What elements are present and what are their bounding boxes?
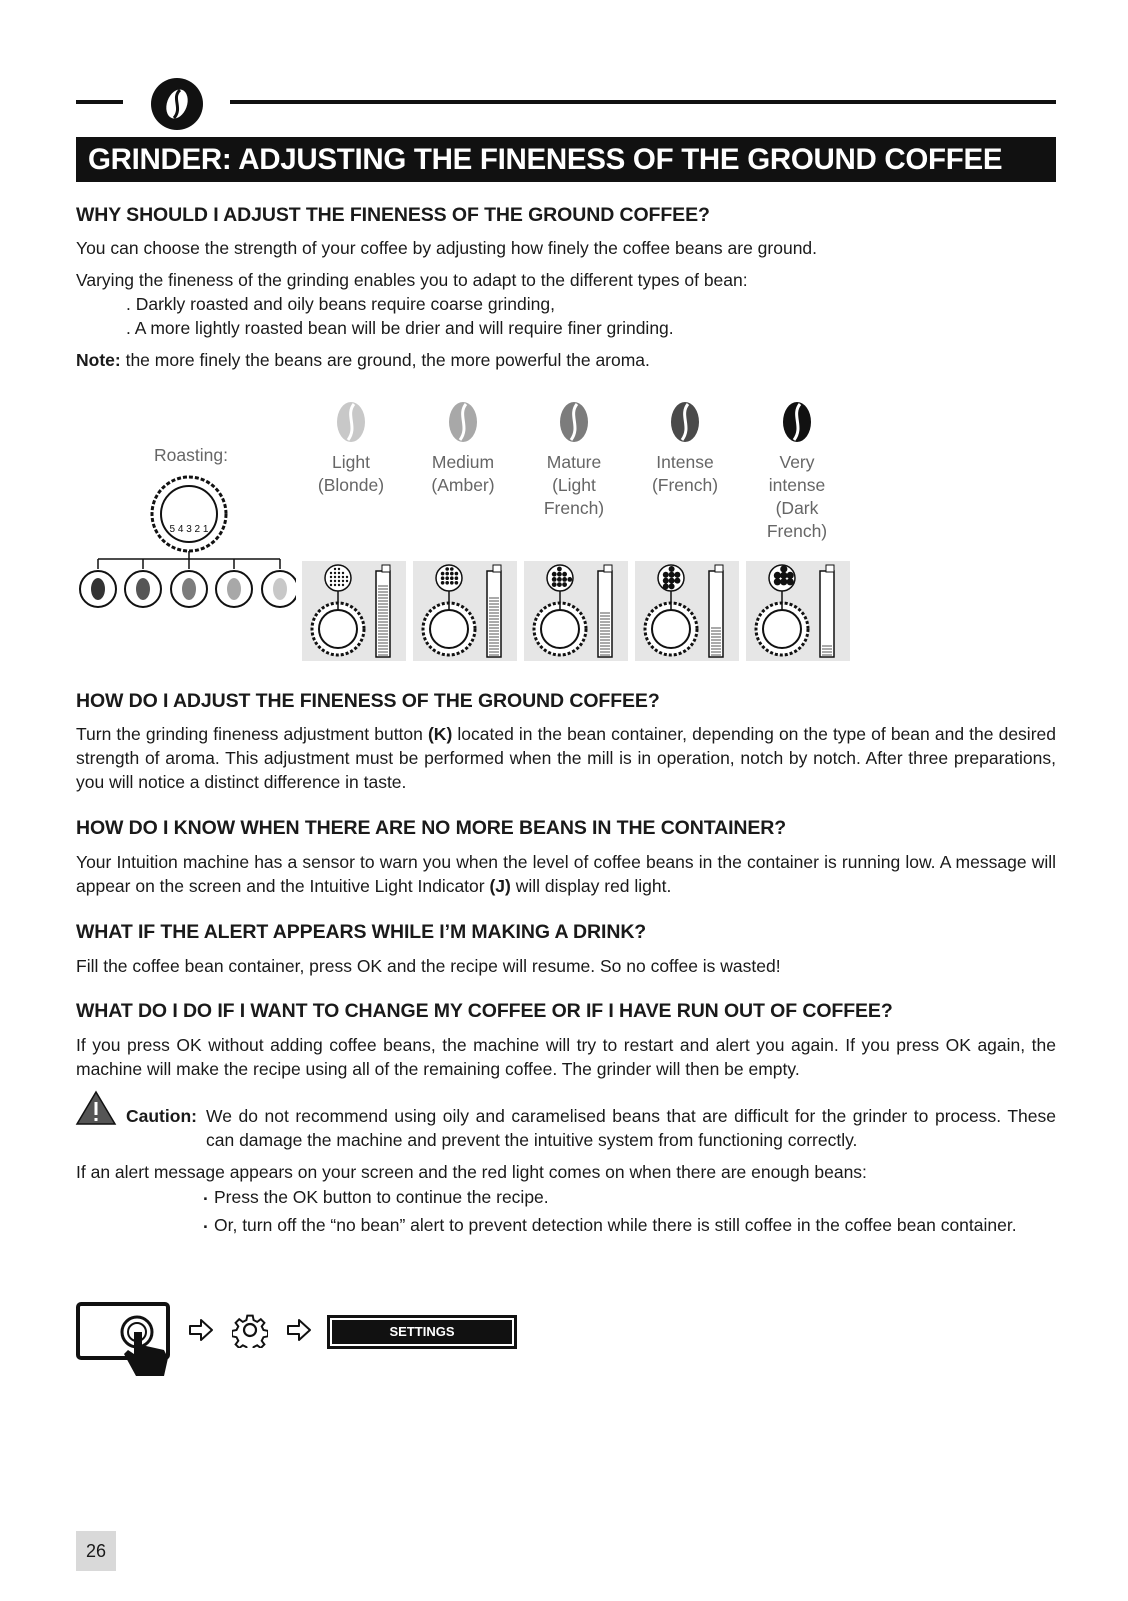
coffee-bean-logo-icon	[151, 78, 203, 130]
roast-level-label-1: Medium (Amber)	[431, 452, 495, 495]
small-bean-light	[262, 571, 296, 607]
arrow-right-icon-2	[286, 1318, 312, 1342]
change-coffee-paragraph: If you press OK without adding coffee beans, the machine will try to restart and alert you again. If you press OK again, the machine will make the recipe using all of the remaining coffee. The grinder will then be empty.	[76, 1035, 1056, 1079]
grind-panel-4	[746, 561, 850, 661]
caution-text: We do not recommend using oily and caramelised beans that are difficult for the grinder to process. These can damage the machine and prevent the intuitive system from functioning correctly.	[206, 1106, 1056, 1150]
grind-dial-gauge-3	[635, 561, 739, 661]
note-text: the more finely the beans are ground, the more powerful the aroma.	[120, 350, 650, 370]
roast-bean-icon-4	[782, 401, 812, 443]
grind-panel-2	[524, 561, 628, 661]
grind-panel-3	[635, 561, 739, 661]
page-title: GRINDER: ADJUSTING THE FINENESS OF THE GROUND COFFEE	[76, 137, 1056, 182]
why-bullet-1: . Darkly roasted and oily beans require coarse grinding,	[126, 294, 555, 314]
small-bean-medium	[216, 571, 252, 607]
arrow-right-icon	[188, 1318, 214, 1342]
note-label: Note:	[76, 350, 121, 370]
caution-label: Caution:	[126, 1106, 197, 1126]
alert-intro: If an alert message appears on your screen and the red light comes on when there are enough beans:	[76, 1162, 867, 1182]
small-bean-intense	[125, 571, 161, 607]
grind-dial-gauge-2	[524, 561, 628, 661]
page-number: 26	[76, 1531, 116, 1571]
roast-level-label-4: Very intense (Dark French)	[766, 452, 828, 541]
why-paragraph-2: Varying the fineness of the grinding enables you to adapt to the different types of bean:	[76, 270, 748, 290]
no-more-beans-paragraph: Your Intuition machine has a sensor to warn you when the level of coffee beans in the container is running low. A message will appear on the screen and the Intuitive Light Indicator (J) will display red light.	[76, 852, 1056, 896]
bullet-dot-1: .	[203, 1184, 208, 1204]
dial-numbers: 5 4 3 2 1	[169, 524, 209, 535]
why-bullet-2: . A more lightly roasted bean will be drier and will require finer grinding.	[126, 318, 674, 338]
gear-icon	[232, 1312, 268, 1348]
why-paragraph-1: You can choose the strength of your coffee by adjusting how finely the coffee beans are ground.	[76, 238, 818, 258]
roast-bean-icon-0	[336, 401, 366, 443]
grind-panel-0	[302, 561, 406, 661]
heading-change-coffee: WHAT DO I DO IF I WANT TO CHANGE MY COFFEE OR IF I HAVE RUN OUT OF COFFEE?	[76, 1000, 893, 1022]
roast-level-label-0: Light (Blonde)	[317, 452, 385, 495]
heading-alert-while-making: WHAT IF THE ALERT APPEARS WHILE I’M MAKING A DRINK?	[76, 921, 647, 943]
bullet-dot-2: .	[203, 1212, 208, 1232]
heading-why-adjust: WHY SHOULD I ADJUST THE FINENESS OF THE GROUND COFFEE?	[76, 204, 710, 226]
heading-how-adjust: HOW DO I ADJUST THE FINENESS OF THE GROUND COFFEE?	[76, 690, 660, 712]
roast-bean-icon-3	[670, 401, 700, 443]
roast-bean-icon-1	[448, 401, 478, 443]
touch-screen-tap-icon	[76, 1302, 176, 1382]
grind-dial-gauge-4	[746, 561, 850, 661]
warning-triangle-icon	[75, 1090, 117, 1126]
roast-selector-dial-diagram	[76, 474, 296, 614]
roasting-label: Roasting:	[154, 445, 228, 465]
alert-bullet-1: Press the OK button to continue the recipe.	[214, 1187, 549, 1207]
alert-bullet-2: Or, turn off the “no bean” alert to prevent detection while there is still coffee in the coffee bean container.	[214, 1215, 1017, 1235]
settings-label: SETTINGS	[332, 1320, 512, 1344]
settings-button[interactable]	[327, 1315, 517, 1349]
roast-level-label-3: Intense (French)	[651, 452, 719, 495]
heading-no-more-beans: HOW DO I KNOW WHEN THERE ARE NO MORE BEANS IN THE CONTAINER?	[76, 817, 787, 839]
header-rule-left	[76, 100, 123, 104]
alert-while-making-paragraph: Fill the coffee bean container, press OK and the recipe will resume. So no coffee is wasted!	[76, 956, 781, 976]
grind-dial-gauge-1	[413, 561, 517, 661]
header-rule-right	[230, 100, 1056, 104]
how-adjust-paragraph: Turn the grinding fineness adjustment button (K) located in the bean container, depending on the type of bean and the desired strength of aroma. This adjustment must be performed when the mill is in operation, notch by notch. After three preparations, you will notice a distinct difference in taste.	[76, 724, 1056, 792]
roast-level-label-2: Mature (Light French)	[543, 452, 605, 518]
grind-dial-gauge-0	[302, 561, 406, 661]
grind-panel-1	[413, 561, 517, 661]
small-bean-mature	[171, 571, 207, 607]
roast-bean-icon-2	[559, 401, 589, 443]
note-paragraph	[76, 348, 650, 372]
small-bean-dark	[80, 571, 116, 607]
